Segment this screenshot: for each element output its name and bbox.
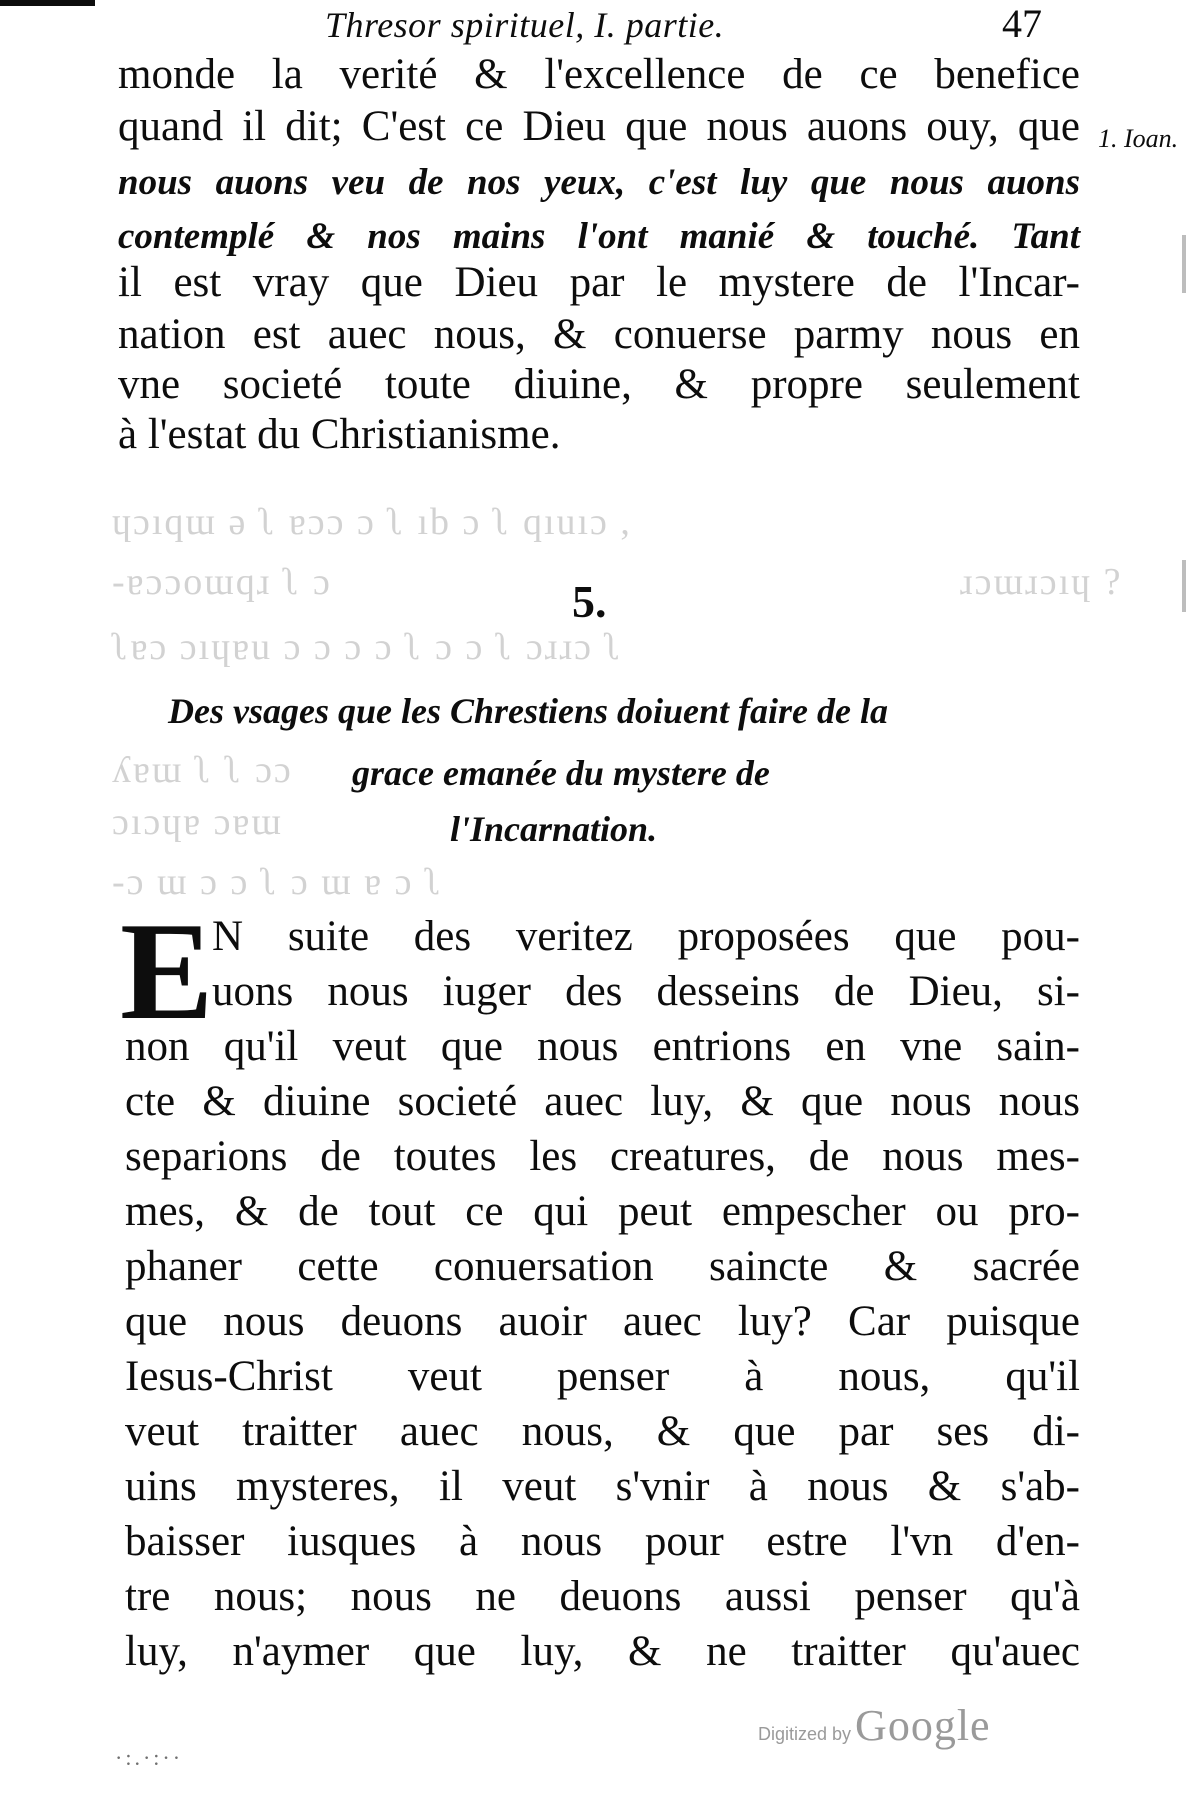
text-line: monde la verité & l'excellence de ce benefice bbox=[118, 51, 1080, 98]
text-line: uins mysteres, il veut s'vnir à nous & s'ab- bbox=[125, 1463, 1080, 1510]
text-line: quand il dit; C'est ce Dieu que nous auons ouy, que bbox=[118, 103, 1080, 150]
show-through-text: ɔıɔɥɐ ɔɐɯ bbox=[112, 801, 283, 843]
text-line: tre nous; nous ne deuons aussi penser qu'à bbox=[125, 1573, 1080, 1620]
show-through-text: -ɔ ɯ ɔ ɔ ʅ ɔ ɯ ɐ ɔ ʅ bbox=[112, 861, 444, 903]
text-line: separions de toutes les creatures, de nous mes- bbox=[125, 1133, 1080, 1180]
margin-note: 1. Ioan. bbox=[1098, 124, 1179, 153]
section-heading-line: Des vsages que les Chrestiens doiuent faire de la bbox=[168, 691, 888, 731]
text-line: il est vray que Dieu par le mystere de l'Incar- bbox=[118, 259, 1080, 306]
show-through-text: ɥɔıqɯ ǝ ʅ ɐɔɔ ɔ ʅ ıb ɔ ʅ qıuıɔ , bbox=[112, 501, 632, 543]
text-line: phaner cette conuersation saincte & sacrée bbox=[125, 1243, 1080, 1290]
text-line: que nous deuons auoir auec luy? Car puisque bbox=[125, 1298, 1080, 1345]
text-line: baisser iusques à nous pour estre l'vn d'en- bbox=[125, 1518, 1080, 1565]
watermark-logo: Google bbox=[855, 1701, 991, 1750]
watermark-prefix: Digitized by bbox=[758, 1724, 852, 1744]
text-line: non qu'il veut que nous entrions en vne sain- bbox=[125, 1023, 1080, 1070]
text-line: à l'estat du Christianisme. bbox=[118, 411, 561, 458]
margin-tick bbox=[1182, 560, 1186, 612]
running-title: Thresor spirituel, I. partie. bbox=[325, 5, 725, 45]
signature-mark: ·:.·:·· bbox=[115, 1745, 184, 1770]
show-through-text: ʎɐɯ ʅ ʅ ɔɔ bbox=[112, 749, 293, 791]
text-line: nation est auec nous, & conuerse parmy nous en bbox=[118, 311, 1080, 358]
page-number: 47 bbox=[1002, 1, 1042, 46]
text-line: vne societé toute diuine, & propre seulement bbox=[118, 361, 1080, 408]
margin-tick bbox=[1182, 235, 1186, 293]
text-line-italic: nous auons veu de nos yeux, c'est luy que nous auons bbox=[118, 162, 1080, 203]
header-rule bbox=[0, 0, 95, 6]
text-line: uons nous iuger des desseins de Dieu, si- bbox=[212, 968, 1080, 1015]
text-line-italic: contemplé & nos mains l'ont manié & touché. Tant bbox=[118, 216, 1080, 257]
text-line: veut traitter auec nous, & que par ses di- bbox=[125, 1408, 1080, 1455]
text-line: luy, n'aymer que luy, & ne traitter qu'auec bbox=[125, 1628, 1080, 1675]
show-through-text: -ɐɔɔoɯqɹ ʅ ɔ bbox=[112, 561, 332, 603]
text-line: cte & diuine societé auec luy, & que nous nous bbox=[125, 1078, 1080, 1125]
drop-cap: E bbox=[120, 894, 214, 1049]
text-line: N suite des veritez proposées que pou- bbox=[212, 913, 1080, 960]
digitized-watermark bbox=[758, 1700, 991, 1751]
section-heading-line: l'Incarnation. bbox=[450, 809, 658, 849]
text-line: mes, & de tout ce qui peut empescher ou pro- bbox=[125, 1188, 1080, 1235]
section-number: 5. bbox=[572, 576, 607, 627]
text-line: Iesus-Christ veut penser à nous, qu'il bbox=[125, 1353, 1080, 1400]
show-through-text: ʅɐɔ ɔıɥɐu ɔ ɔ ɔ ɔ ʅ ɔ ɔ ʅ ɔɹɹɔ ʅ bbox=[112, 626, 624, 668]
section-heading-line: grace emanée du mystere de bbox=[352, 753, 770, 793]
show-through-text: ɹɔɯɹɔıɥ ? bbox=[960, 561, 1123, 603]
